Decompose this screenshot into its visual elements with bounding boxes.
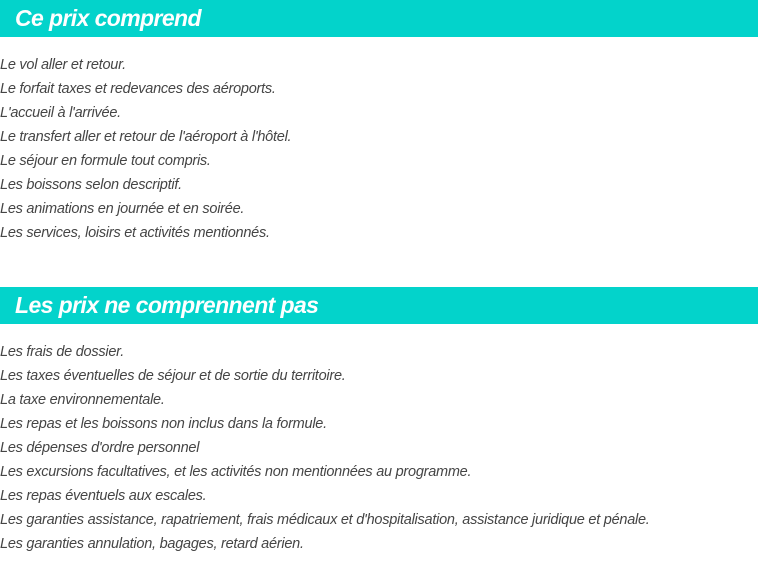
list-item: La taxe environnementale. [0,392,165,408]
price-excludes-section [0,287,758,556]
list-item: Les dépenses d'ordre personnel [0,440,200,456]
list-item: Les garanties annulation, bagages, retard aérien. [0,536,304,552]
list-item: Les taxes éventuelles de séjour et de sortie du territoire. [0,368,346,384]
price-includes-section [0,0,758,245]
list-item: Le séjour en formule tout compris. [0,153,211,169]
list-item: Les repas et les boissons non inclus dans la formule. [0,416,327,432]
list-item: Les garanties assistance, rapatriement, frais médicaux et d'hospitalisation, assistance juridique et pénale. [0,512,650,528]
list-item: Le transfert aller et retour de l'aéroport à l'hôtel. [0,129,292,145]
list-item: Les repas éventuels aux escales. [0,488,207,504]
list-item: Les animations en journée et en soirée. [0,201,245,217]
section-header-bar [0,0,758,37]
section-title: Les prix ne comprennent pas [15,292,319,318]
section-title: Ce prix comprend [15,5,201,31]
list-item: Les boissons selon descriptif. [0,177,182,193]
section-header-bar [0,287,758,324]
list-item: Le forfait taxes et redevances des aéroports. [0,81,276,97]
list-item: Les frais de dossier. [0,344,124,360]
list-item: Les excursions facultatives, et les activités non mentionnées au programme. [0,464,472,480]
list-item: Le vol aller et retour. [0,57,126,73]
included-items-list [0,37,758,245]
excluded-items-list [0,324,758,556]
list-item: Les services, loisirs et activités mentionnés. [0,225,270,241]
list-item: L'accueil à l'arrivée. [0,105,121,121]
